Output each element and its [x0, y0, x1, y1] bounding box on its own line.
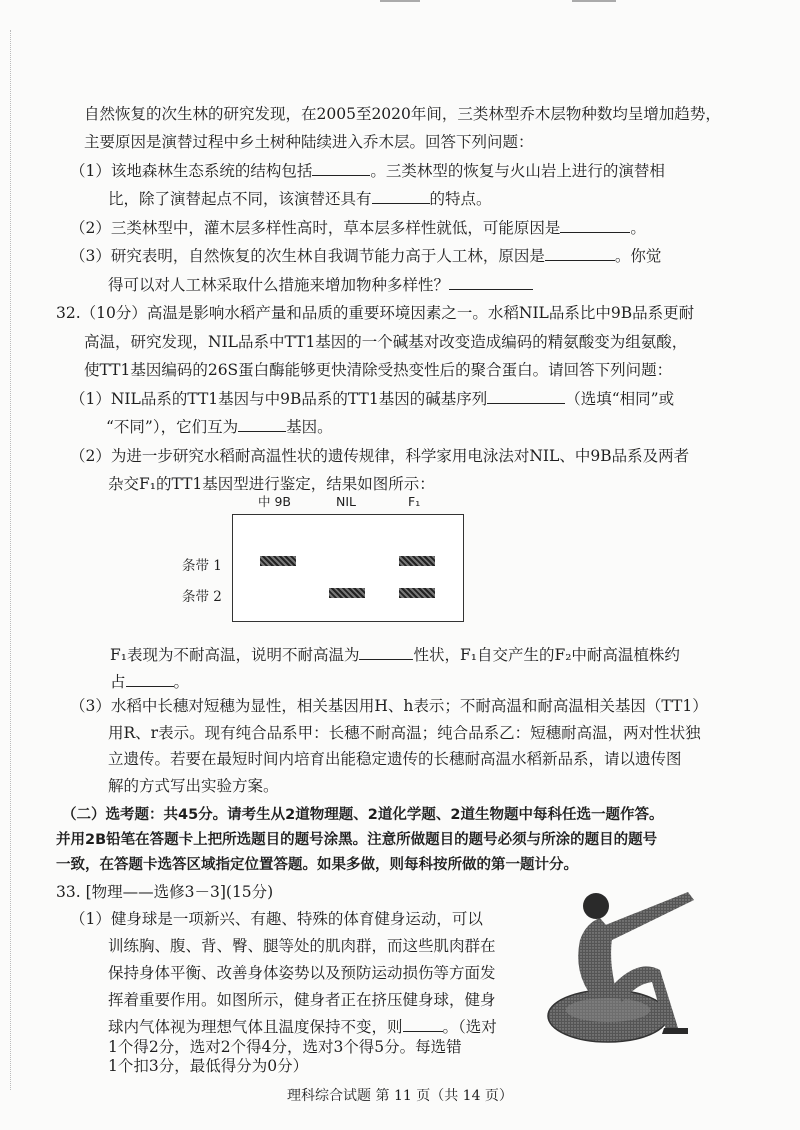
q33-heading: 33. [物理——选修3－3](15分) — [56, 883, 274, 901]
q33-line: 1个扣3分，最低得分为0分） — [108, 1057, 309, 1075]
page-footer: 理科综合试题 第 11 页（共 14 页） — [287, 1088, 513, 1104]
gel-lane-label: F₁ — [408, 494, 421, 509]
top-mark — [380, 0, 420, 2]
q33-line: 保持身体平衡、改善身体姿势以及预防运动损伤等方面发 — [108, 964, 496, 982]
gel-band-nil-2 — [329, 588, 365, 598]
q33-line: 球内气体视为理想气体且温度保持不变，则 。（选对 — [108, 1013, 497, 1041]
q32-heading: 32.（10分）高温是影响水稻产量和品质的重要环境因素之一。水稻NIL品系比中9B品系更耐 — [56, 304, 695, 322]
q32-sub3-cont: 解的方式写出实验方案。 — [108, 777, 279, 795]
q31-intro-line: 自然恢复的次生林的研究发现，在2005至2020年间，三类林型乔木层物种数均呈增加趋势， — [84, 105, 721, 123]
q33-line: （1）健身球是一项新兴、有趣、特殊的体育健身运动，可以 — [70, 910, 483, 928]
section2-instruction: （二）选考题：共45分。请考生从2道物理题、2道化学题、2道生物题中每科任选一题作答。 — [62, 807, 664, 823]
answer-blank[interactable] — [560, 214, 630, 233]
answer-blank[interactable] — [126, 668, 174, 687]
answer-blank[interactable] — [545, 242, 615, 261]
q31-intro-line: 主要原因是演替过程中乡土树种陆续进入乔木层。回答下列问题： — [84, 133, 534, 151]
gel-band-9b-1 — [260, 556, 296, 566]
q33-line: 训练胸、腹、背、臀、腿等处的肌肉群，而这些肌肉群在 — [108, 937, 496, 955]
electrophoresis-gel — [232, 514, 464, 622]
q32-sub2: （2）为进一步研究水稻耐高温性状的遗传规律，科学家用电泳法对NIL、中9B品系及两者 — [70, 447, 690, 465]
person-arms — [598, 892, 694, 942]
answer-blank[interactable] — [449, 271, 533, 290]
q32-sub3-cont: 用R、r表示。现有纯合品系甲：长穗不耐高温；纯合品系乙：短穗耐高温，两对性状独 — [108, 724, 701, 742]
gel-lane-label: NIL — [336, 494, 357, 509]
gel-band-f1-2 — [399, 588, 435, 598]
q32-sub3: （3）水稻中长穗对短穗为显性，相关基因用H、h表示；不耐高温和耐高温相关基因（TT1） — [70, 697, 708, 715]
answer-blank[interactable] — [372, 185, 430, 204]
binding-margin — [10, 30, 12, 1090]
q32-line: 高温，研究发现，NIL品系中TT1基因的一个碱基对改变造成编码的精氨酸变为组氨酸， — [84, 333, 688, 351]
band-label: 条带 2 — [182, 589, 222, 605]
q33-line: 挥着重要作用。如图所示，健身者正在挤压健身球，健身 — [108, 991, 496, 1009]
q31-sub1: （1）该地森林生态系统的结构包括 。三类林型的恢复与火山岩上进行的演替相 — [70, 157, 665, 185]
q31-sub3-cont: 得可以对人工林采取什么措施来增加物种多样性？ — [108, 271, 533, 299]
answer-blank[interactable] — [487, 385, 565, 404]
section2-instruction: 并用2B铅笔在答题卡上把所选题目的题号涂黑。注意所做题目的题号必须与所涂的题目的题号 — [56, 832, 658, 848]
person-foot — [662, 1028, 688, 1034]
gel-lane-label: 中 9B — [258, 494, 292, 509]
fitness-ball-exercise-figure — [538, 878, 708, 1048]
q32-f1-cont: 占 。 — [110, 668, 189, 696]
answer-blank[interactable] — [359, 641, 413, 660]
answer-blank[interactable] — [312, 157, 370, 176]
top-mark — [572, 0, 616, 2]
q32-sub2-cont: 杂交F₁的TT1基因型进行鉴定，结果如图所示： — [108, 475, 435, 493]
person-head — [583, 893, 609, 919]
q32-sub3-cont: 立遗传。若要在最短时间内培育出能稳定遗传的长穗耐高温水稻新品系，请以遗传图 — [108, 750, 682, 768]
q33-line: 1个得2分，选对2个得4分，选对3个得5分。每选错 — [108, 1038, 462, 1056]
q32-sub1: （1）NIL品系的TT1基因与中9B品系的TT1基因的碱基序列 （选填“相同”或 — [70, 385, 674, 413]
band-label: 条带 1 — [182, 558, 222, 574]
gel-band-f1-1 — [399, 556, 435, 566]
answer-blank[interactable] — [238, 413, 286, 432]
q31-sub1-cont: 比，除了演替起点不同，该演替还具有 的特点。 — [108, 185, 492, 213]
q31-sub2: （2）三类林型中，灌木层多样性高时，草本层多样性就低，可能原因是 。 — [70, 214, 646, 242]
section2-instruction: 一致，在答题卡选答区域指定位置答题。如果多做，则每科按所做的第一题计分。 — [56, 857, 578, 873]
q32-line: 使TT1基因编码的26S蛋白酶能够更快清除受热变性后的聚合蛋白。请回答下列问题： — [84, 361, 673, 379]
q32-sub1-cont: “不同”），它们互为 基因。 — [106, 413, 333, 441]
q32-f1-line: F₁表现为不耐高温，说明不耐高温为 性状，F₁自交产生的F₂中耐高温植株约 — [110, 641, 680, 669]
q31-sub3: （3）研究表明，自然恢复的次生林自我调节能力高于人工林，原因是 。你觉 — [70, 242, 661, 270]
answer-blank[interactable] — [403, 1013, 443, 1032]
